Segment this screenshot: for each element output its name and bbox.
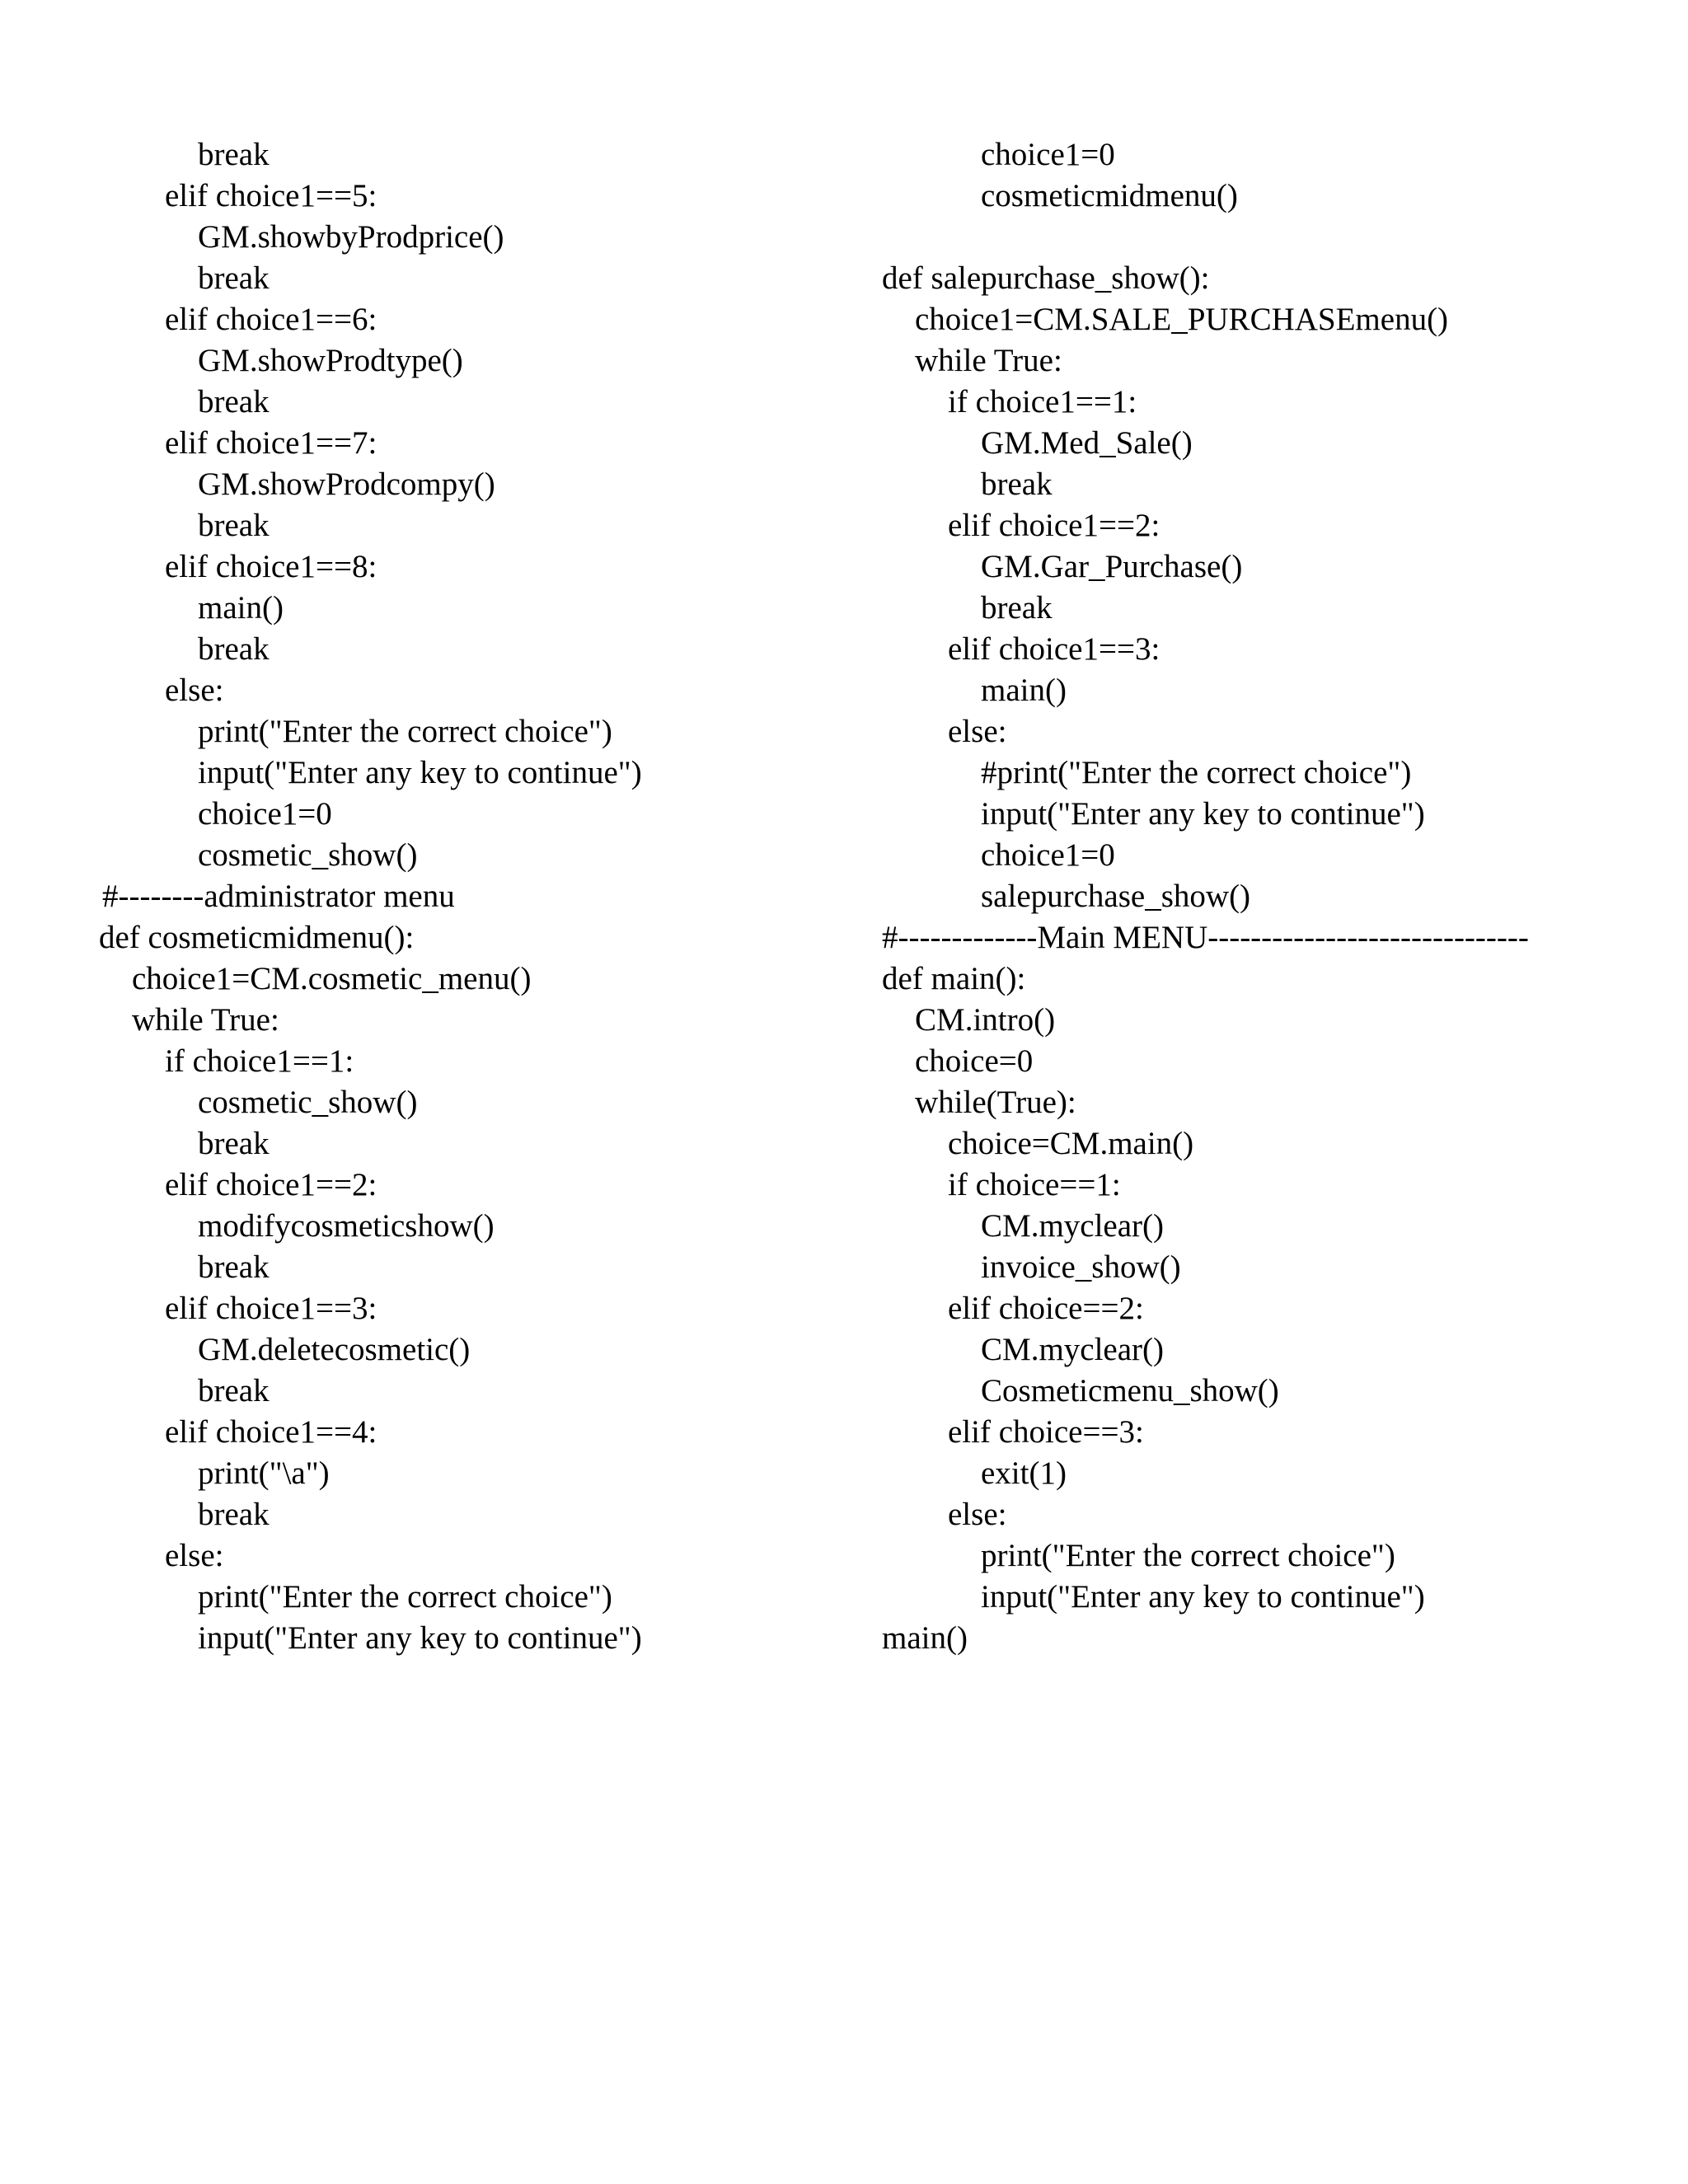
left-code-line: print("\a") <box>198 1455 330 1491</box>
right-code-line: invoice_show() <box>981 1249 1181 1285</box>
right-code-line: elif choice1==2: <box>948 508 1160 543</box>
right-code-line: salepurchase_show() <box>981 879 1251 914</box>
left-code-line: GM.showProdtype() <box>198 343 463 378</box>
right-code-line: CM.myclear() <box>981 1208 1165 1244</box>
right-code-line: choice1=0 <box>981 137 1115 172</box>
right-code-line: exit(1) <box>981 1455 1067 1491</box>
left-code-line: main() <box>198 590 284 626</box>
left-code-line: choice1=0 <box>198 796 332 832</box>
left-code-line: input("Enter any key to continue") <box>198 755 642 790</box>
left-code-line: while True: <box>132 1002 279 1038</box>
right-code-line: break <box>981 466 1053 502</box>
left-code-line: break <box>198 384 270 419</box>
right-code-line: if choice==1: <box>948 1167 1121 1202</box>
left-code-line: break <box>198 508 270 543</box>
left-code-line: elif choice1==6: <box>165 302 377 337</box>
right-code-line: main() <box>882 1620 968 1656</box>
left-code-line: elif choice1==7: <box>165 425 377 461</box>
right-code-line: elif choice1==3: <box>948 631 1160 667</box>
left-code-line: elif choice1==3: <box>165 1291 377 1326</box>
right-code-line: CM.myclear() <box>981 1332 1165 1367</box>
right-code-line: elif choice==3: <box>948 1414 1144 1450</box>
left-code-line: print("Enter the correct choice") <box>198 714 612 749</box>
right-code-line: else: <box>948 714 1007 749</box>
left-code-line: else: <box>165 1538 224 1573</box>
right-code-line: GM.Med_Sale() <box>981 425 1193 461</box>
left-code-line: elif choice1==4: <box>165 1414 377 1450</box>
right-code-line: break <box>981 590 1053 626</box>
left-code-line: break <box>198 1126 270 1161</box>
left-code-line: break <box>198 631 270 667</box>
right-code-line: Cosmeticmenu_show() <box>981 1373 1279 1408</box>
right-code-line: def main(): <box>882 961 1026 996</box>
right-code-line: CM.intro() <box>915 1002 1056 1038</box>
right-code-line: input("Enter any key to continue") <box>981 1579 1425 1615</box>
left-code-line: elif choice1==2: <box>165 1167 377 1202</box>
left-code-line: print("Enter the correct choice") <box>198 1579 612 1615</box>
left-code-line: break <box>198 1497 270 1532</box>
right-code-line: choice=0 <box>915 1043 1034 1079</box>
right-code-line <box>0 217 1688 258</box>
left-code-line: cosmetic_show() <box>198 1085 418 1120</box>
right-code-line: GM.Gar_Purchase() <box>981 549 1243 584</box>
right-code-line: #print("Enter the correct choice") <box>981 755 1412 790</box>
left-code-line: break <box>198 1249 270 1285</box>
left-code-line: GM.deletecosmetic() <box>198 1332 471 1367</box>
right-code-line: else: <box>948 1497 1007 1532</box>
left-code-line: elif choice1==8: <box>165 549 377 584</box>
left-code-line: else: <box>165 673 224 708</box>
left-code-line: #--------administrator menu <box>102 879 455 914</box>
right-code-line: def salepurchase_show(): <box>882 260 1210 296</box>
right-code-line: cosmeticmidmenu() <box>981 178 1238 213</box>
left-code-line: break <box>198 1373 270 1408</box>
left-code-line: input("Enter any key to continue") <box>198 1620 642 1656</box>
right-code-column <box>0 134 1688 1659</box>
right-code-line: choice1=0 <box>981 837 1115 873</box>
right-code-line: #-------------Main MENU------------------------------ <box>882 920 1529 955</box>
right-code-line: while True: <box>915 343 1062 378</box>
right-code-line: elif choice==2: <box>948 1291 1144 1326</box>
left-code-line: def cosmeticmidmenu(): <box>99 920 415 955</box>
right-code-line: choice=CM.main() <box>948 1126 1194 1161</box>
left-code-line: break <box>198 260 270 296</box>
left-code-line: modifycosmeticshow() <box>198 1208 495 1244</box>
left-code-line: choice1=CM.cosmetic_menu() <box>132 961 532 996</box>
left-code-line: GM.showbyProdprice() <box>198 219 504 255</box>
right-code-line: main() <box>981 673 1067 708</box>
right-code-line: while(True): <box>915 1085 1076 1120</box>
left-code-line: if choice1==1: <box>165 1043 354 1079</box>
right-code-line: if choice1==1: <box>948 384 1137 419</box>
left-code-line: elif choice1==5: <box>165 178 377 213</box>
right-code-line: print("Enter the correct choice") <box>981 1538 1395 1573</box>
left-code-line: GM.showProdcompy() <box>198 466 495 502</box>
left-code-line: cosmetic_show() <box>198 837 418 873</box>
right-code-line: input("Enter any key to continue") <box>981 796 1425 832</box>
left-code-line: break <box>198 137 270 172</box>
right-code-line: choice1=CM.SALE_PURCHASEmenu() <box>915 302 1449 337</box>
